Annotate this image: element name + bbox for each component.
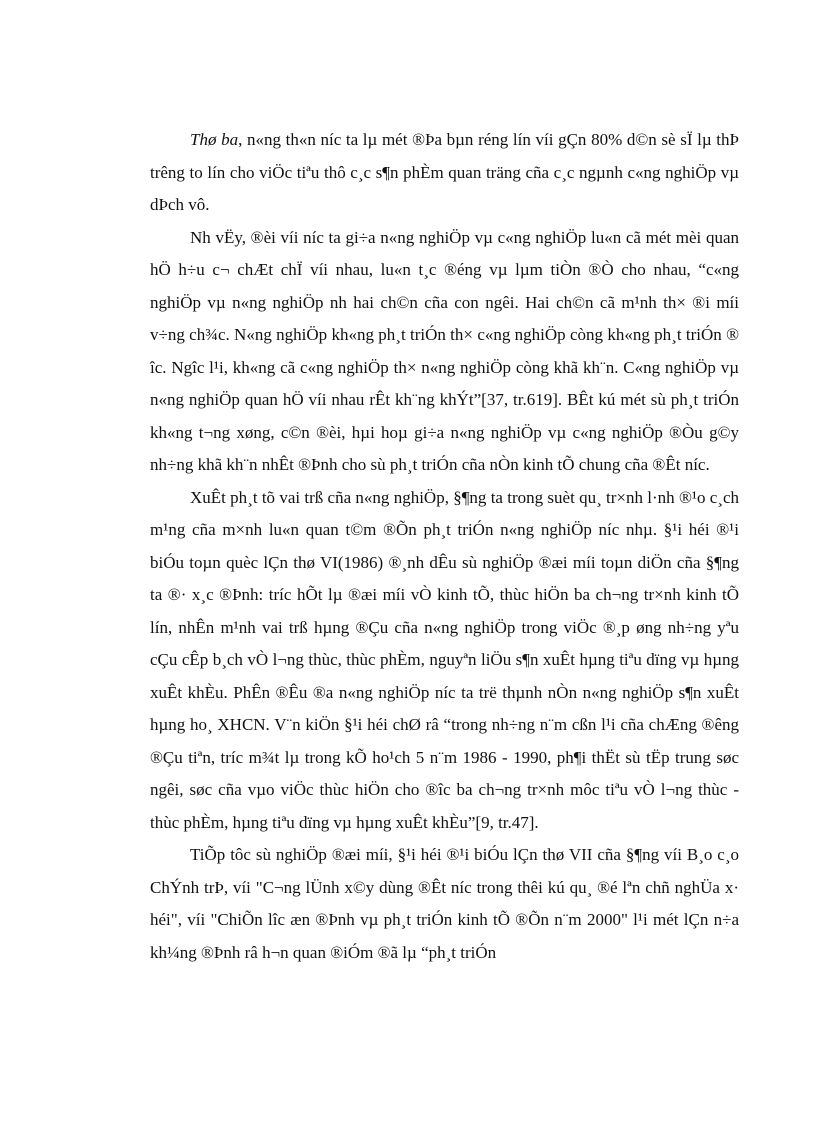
paragraph-text: XuÊt ph¸t tõ vai trß cña n«ng nghiÖp, §¶ng ta trong suèt qu¸ tr×nh l·nh ®¹o c¸ch m¹ng cña m×nh lu«n quan t©m ®Õn ph¸t triÓn n«ng nghiÖp níc nhµ. §¹i héi ®¹i biÓu toµn quèc lÇn thø VI(1986) ®¸nh dÊu sù nghiÖp ®æi míi toµn diÖn cña §¶ng ta ®· x¸c ®Þnh: tríc hÕt lµ ®æi míi vÒ kinh tÕ, thùc hiÖn ba ch¬ng tr×nh kinh tÕ lín, nhÊn m¹nh vai trß hµng ®Çu cña n«ng nghiÖp trong viÖc ®¸p øng nh÷ng yªu cÇu cÊp b¸ch vÒ l¬ng thùc, thùc phÈm, nguyªn liÖu s¶n xuÊt hµng tiªu dïng vµ hµng xuÊt khÈu. PhÊn ®Êu ®a n«ng nghiÖp níc ta trë thµnh nÒn n«ng nghiÖp s¶n xuÊt hµng ho¸ XHCN. V¨n kiÖn §¹i héi chØ râ “trong nh÷ng n¨m cßn l¹i cña chÆng ®êng ®Çu tiªn, tríc m¾t lµ trong kÕ ho¹ch 5 n¨m 1986 - 1990, ph¶i thËt sù tËp trung søc ngêi, søc cña vµo viÖc thùc hiÖn cho ®îc ba ch¬ng tr×nh môc tiªu vÒ l¬ng thùc - thùc phÈm, hµng tiªu dïng vµ hµng xuÊt khÈu”[9, tr.47]. (150, 487, 739, 832)
paragraph-3 (150, 482, 739, 840)
italic-lead: Thø ba (190, 130, 239, 149)
paragraph-4 (150, 839, 739, 969)
paragraph-text: , n«ng th«n níc ta lµ mét ®Þa bµn réng lín víi gÇn 80% d©n sè sÏ lµ thÞ trêng to lín cho viÖc tiªu thô c¸c s¶n phÈm quan träng cña c¸c ngµnh c«ng nghiÖp vµ dÞch vô. (150, 130, 739, 214)
paragraph-text: TiÕp tôc sù nghiÖp ®æi míi, §¹i héi ®¹i biÓu lÇn thø VII cña §¶ng víi B¸o c¸o ChÝnh trÞ, víi "C¬ng lÜnh x©y dùng ®Êt níc trong thêi kú qu¸ ®é lªn chñ nghÜa x· héi", víi "ChiÕn lîc æn ®Þnh vµ ph¸t triÓn kinh tÕ ®Õn n¨m 2000" l¹i mét lÇn n÷a kh¼ng ®Þnh râ h¬n quan ®iÓm ®ã lµ “ph¸t triÓn (150, 845, 739, 962)
paragraph-text: Nh vËy, ®èi víi níc ta gi÷a n«ng nghiÖp vµ c«ng nghiÖp lu«n cã mét mèi quan hÖ h÷u c¬ chÆt chÏ víi nhau, lu«n t¸c ®éng vµ lµm tiÒn ®Ò cho nhau, “c«ng nghiÖp vµ n«ng nghiÖp nh hai ch©n cña con ngêi. Hai ch©n cã m¹nh th× ®i míi v÷ng ch¾c. N«ng nghiÖp kh«ng ph¸t triÓn th× c«ng nghiÖp còng kh«ng ph¸t triÓn ® îc. Ngîc l¹i, kh«ng cã c«ng nghiÖp th× n«ng nghiÖp còng khã kh¨n. C«ng nghiÖp vµ n«ng nghiÖp quan hÖ víi nhau rÊt kh¨ng khÝt”[37, tr.619]. BÊt kú mét sù ph¸t triÓn kh«ng t¬ng xøng, c©n ®èi, hµi hoµ gi÷a n«ng nghiÖp vµ c«ng nghiÖp ®Òu g©y nh÷ng khã kh¨n nhÊt ®Þnh cho sù ph¸t triÓn cña nÒn kinh tÕ chung cña ®Êt níc. (150, 227, 739, 474)
body-text (150, 124, 739, 969)
paragraph-1 (150, 124, 739, 222)
paragraph-2 (150, 222, 739, 482)
